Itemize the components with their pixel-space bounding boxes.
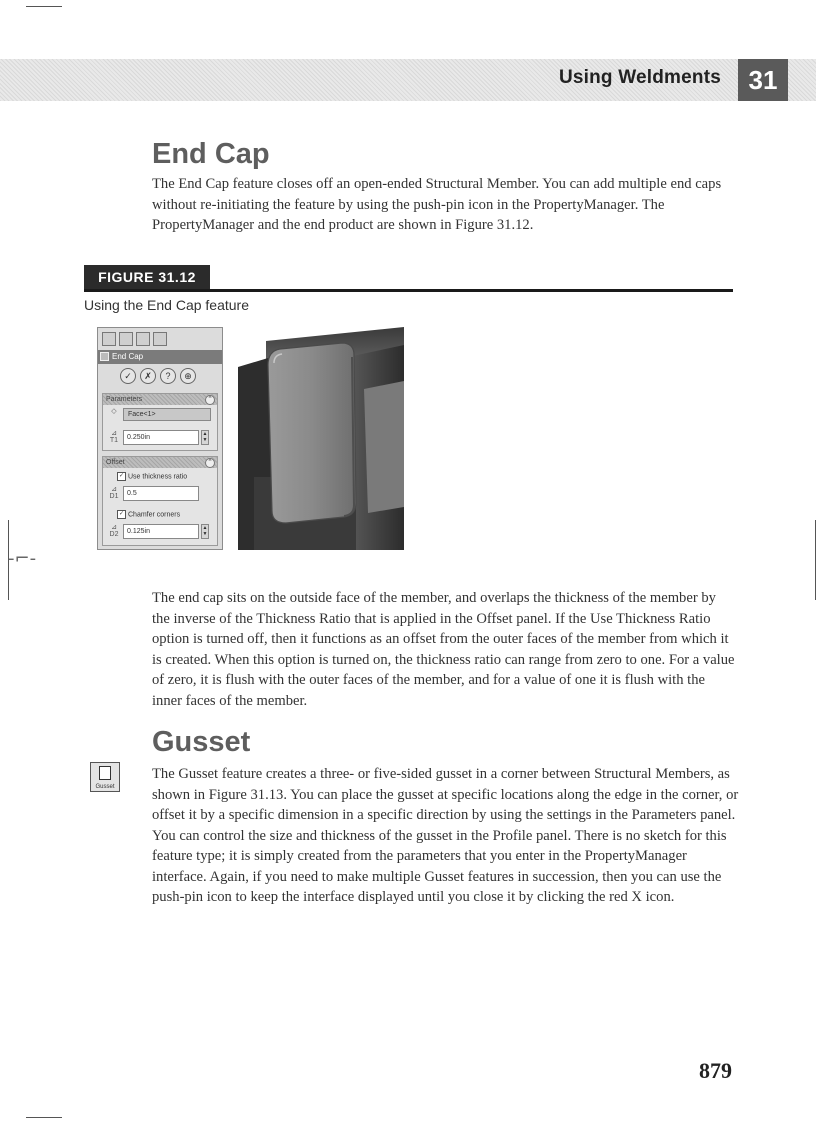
figure-rule	[84, 289, 733, 292]
chamfer-corners-label: Chamfer corners	[128, 511, 181, 519]
offset-label: Offset	[106, 459, 125, 466]
face-selection-icon: ◇	[111, 408, 117, 415]
crop-mark-bottom-left	[26, 1117, 62, 1118]
use-thickness-ratio-label: Use thickness ratio	[128, 473, 188, 481]
pm-title-text: End Cap	[112, 352, 144, 361]
pm-toolbar	[100, 331, 220, 349]
figure-caption: Using the End Cap feature	[84, 297, 249, 313]
chapter-number-box: 31	[738, 59, 788, 101]
end-cap-intro-paragraph: The End Cap feature closes off an open-ended Structural Member. You can add multiple end caps without re-initiating the feature by using the push-pin icon in the PropertyManager. The PropertyManager and the end product are shown in Figure 31.12.	[152, 176, 722, 233]
property-manager-icon[interactable]	[119, 332, 133, 346]
offset-group	[102, 456, 218, 546]
parameters-label: Parameters	[106, 396, 143, 403]
collapse-chevron-icon[interactable]: ^	[205, 458, 215, 468]
margin-registration-mark: -⌐-	[8, 548, 37, 569]
running-header-title: Using Weldments	[558, 67, 721, 88]
section-heading-gusset: Gusset	[152, 726, 251, 758]
end-cap-feature-icon	[100, 352, 109, 361]
thickness-ratio-input[interactable]: 0.5	[123, 486, 199, 501]
parameters-group-header[interactable]	[103, 394, 217, 405]
cancel-button[interactable]: ✗	[140, 368, 156, 384]
checkbox-checked-icon[interactable]: ✓	[118, 511, 125, 517]
end-cap-plate	[268, 343, 356, 523]
crop-mark-top-left	[26, 6, 62, 7]
section-heading-end-cap: End Cap	[152, 138, 270, 170]
parameters-group	[102, 393, 218, 451]
chamfer-distance-icon: ⊿ D2	[109, 524, 119, 538]
use-thickness-ratio-checkbox[interactable]	[117, 472, 187, 481]
figure-tag: FIGURE 31.12	[84, 265, 210, 290]
chamfer-corners-checkbox[interactable]	[117, 510, 180, 519]
thickness-icon: ⊿ T1	[109, 430, 119, 444]
gusset-icon-label: Gusset	[95, 784, 115, 790]
end-cap-body-paragraph: The end cap sits on the outside face of the member, and overlaps the thickness of the member by the inverse of the Thickness Ratio that is applied in the Offset panel. If the Use Thickness Ratio option is turned off, then it functions as an offset from the outer faces of the member from which it is created. When this option is turned on, the thickness ratio can range from zero to one. For a value of zero, it is flush with the outer faces of the member, and for a value of one it is flush with the inner faces of the member.	[152, 590, 735, 709]
push-pin-button[interactable]: ⊕	[180, 368, 196, 384]
checkbox-checked-icon[interactable]: ✓	[118, 473, 125, 479]
face-selection-box[interactable]: Face<1>	[123, 408, 211, 421]
pm-action-buttons	[120, 368, 210, 386]
end-cap-3d-render	[238, 327, 404, 550]
pm-title-bar	[98, 350, 222, 364]
chamfer-distance-spinner[interactable]: ▲ ▼	[202, 525, 208, 537]
help-button[interactable]: ?	[160, 368, 176, 384]
page-number: 879	[699, 1058, 732, 1083]
collapse-chevron-icon[interactable]: ^	[205, 395, 215, 405]
chamfer-distance-input[interactable]: 0.125in	[123, 524, 199, 539]
feature-manager-icon[interactable]	[102, 332, 116, 346]
configuration-manager-icon[interactable]	[136, 332, 150, 346]
gusset-icon	[90, 762, 120, 792]
end-cap-property-manager	[97, 327, 223, 550]
offset-distance-icon: ⊿ D1	[109, 486, 119, 500]
ok-button[interactable]: ✓	[120, 368, 136, 384]
thickness-spinner[interactable]: ▲ ▼	[202, 431, 208, 443]
gusset-paragraph: The Gusset feature creates a three- or five-sided gusset in a corner between Structural Members, as shown in Figure 31.13. You can place the gusset at specific locations along the edge in the corner, or offset it by a specific dimension in a specific direction by using the settings in the Parameters panel. You can control the size and thickness of the gusset in the Profile panel. There is no sketch for this feature type; it is simply created from the parameters that you enter in the PropertyManager interface. Again, if you need to make multiple Gusset features in succession, then you can use the push-pin icon to keep the interface displayed until you close it by clicking the red X icon.	[152, 766, 739, 905]
dimxpert-manager-icon[interactable]	[153, 332, 167, 346]
thickness-input[interactable]: 0.250in	[123, 430, 199, 445]
member-right-inner	[364, 381, 404, 513]
offset-group-header[interactable]	[103, 457, 217, 468]
gusset-shape-icon	[99, 766, 111, 780]
